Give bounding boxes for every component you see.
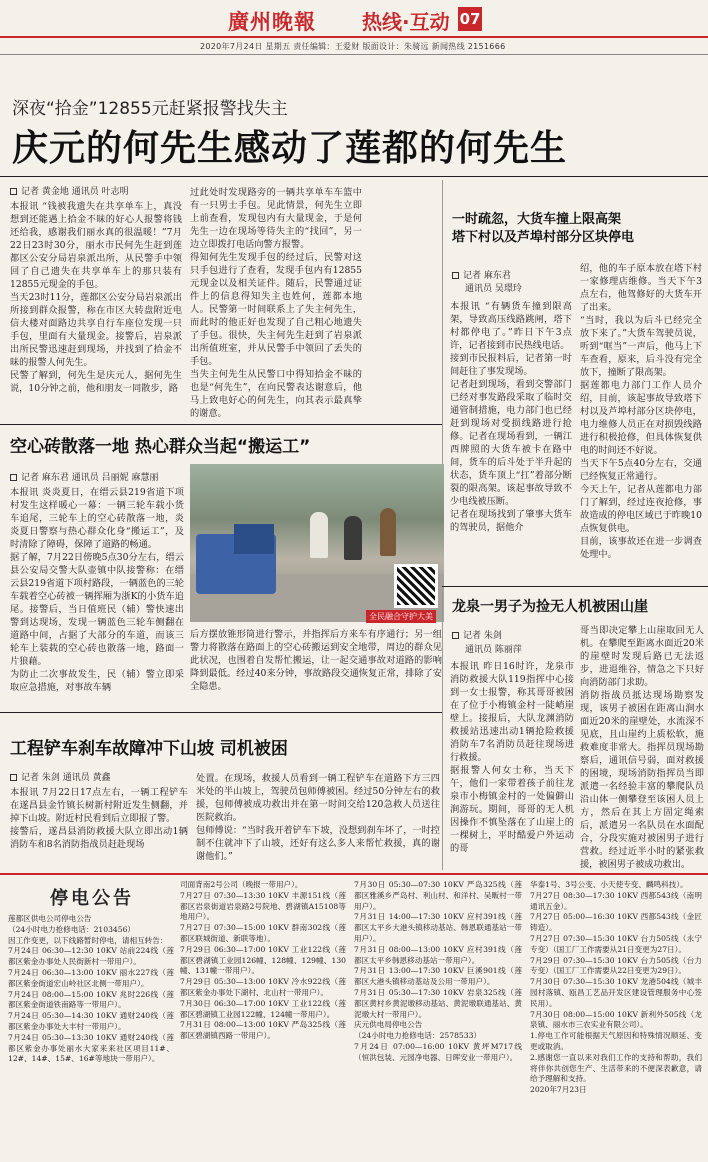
bricks-byline: [10, 470, 186, 483]
drone-byline-2: 通讯员 陈丽萍: [465, 645, 522, 655]
notice-col1: 莲都区供电公司停电公告 （24小时电力抢修电话：2103456） 因工作变更，以下线路暂时停电，请相互转告： 7月24日 06:30—12:30 10KV 站前224线（莲都区紫金办事处人民街新村一带用户）。 7月24日 06:30—13:00 10KV 丽水227线（莲都区紫金街道宏山岭社区北侧一带用户）。 7月24日 08:00—15:00 10KV 兆时226线（莲都区紫金街道铁南路等一带用户）。 7月24日 05:30—14:30 10KV 通财240线（莲都区紫金办事处大丰村一带用户）。 7月24日 05:30—13:30 10KV 通财240线（莲都区紫金办事处丽水大家来来社区项目11#、12#、14#、15#、16#等地块一带用户）。: [8, 914, 174, 1064]
byline-square-icon: [452, 632, 459, 639]
paper-logo: 廣州晚報: [228, 9, 316, 34]
notice-title: 停电公告: [50, 888, 134, 909]
shovel-divider: [0, 712, 442, 713]
bricks-body-right: 后方摆放锥形筒进行警示，并指挥后方来车有序通行；另一组警力将散落在路面上的空心砖搬运到安全地带，周边的群众见此状况，也围着自发帮忙搬运，让一起交通事故对道路的影响降到最低。经过40来分钟，事故路段交通恢复正常，排除了安全隐患。: [190, 629, 442, 692]
truck-byline-text-1: 记者 麻东君: [463, 271, 511, 281]
drone-body-col1: 本报讯 昨日16时许，龙泉市消防救援大队119指挥中心接到一女士报警，称其哥哥被困在了位于小梅镇金村一陡峭崖壁上。接报后，大队龙渊消防救援站迅速出动1辆抢险救援消防车7名消防员赶往现场进行救援。 据报警人何女士称，当天下午，他们一家带着孩子前往龙泉市小梅镇金村的一处偏僻山涧游玩。期间，哥哥的无人机因操作不慎坠落在了山崖上的一棵树上，平时酷爱户外运动的哥: [450, 661, 574, 854]
byline-square-icon: [10, 774, 17, 781]
accident-photo: [190, 464, 444, 622]
truck-body-col1: 本报讯 “有辆货车撞到限高架，导致高压线路跳闸，塔下村都停电了。”昨日下午3点许，记者接到市民热线电话。 接到市民报料后，记者第一时间赶往了事发现场。 记者赶到现场，看到交警部门已经对事发路段采取了临时交通管制措施，电力部门也已经赶到现场对受损线路进行抢修。记者在现场看到，一辆江西牌照的大货车被卡在路中间，货车的后斗处于半升起的状态，货车顶上“扛”着部分断裂的限高架。该起事故导致不少电线被压断。 记者在现场找到了肇事大货车的驾驶员，据他介: [450, 301, 572, 533]
lead-subtitle: 深夜“拾金”12855元赶紧报警找失主: [12, 99, 288, 119]
shovel-headline: 工程铲车刹车故障冲下山坡 司机被困: [10, 739, 288, 759]
lead-headline: 庆元的何先生感动了莲都的何先生: [12, 128, 568, 169]
photo-caption: 全民融合守护大美: [366, 610, 436, 623]
qr-code-icon: [394, 564, 438, 608]
shovel-body-col2: 处置。在现场，救援人员看到一辆工程铲车在道路下方三四米处的半山坡上，驾驶员包师傅被困。经过50分钟左右的救援，包师傅被成功救出并在第一时间交给120急救人员送往医院救治。 包师傅说：“当时我开着铲车下坡，没想到刹车坏了，一时控制不住就冲下了山坡，还好有这么多人来帮忙救援，真的谢谢他们。”: [196, 773, 440, 862]
lead-body-col2: 过此处时发现路旁的一辆共享单车车篮中有一只男士手包。见此情景，何先生立即上前查看，发现包内有大量现金，于是何先生一边在现场等待失主的“找回”，另一边立即拨打电话向警方报警。 得知何先生发现手包的经过后，民警对这只手包进行了查看，发现手包内有12855元现金以及相关证件。随后，民警通过证件上的信息得知失主也姓何，莲都本地人。民警第一时间联系上了失主何先生，而此时的他正好也发现了自己粗心地遗失了手包。很快，失主何先生赶到了岩泉派出所值班室，并从民警手中领回了丢失的手包。 当失主何先生从民警口中得知拾金不昧的也是“何先生”，在向民警表达谢意后，他马上致电好心的何先生，向其表示最真挚的谢意。: [190, 187, 362, 419]
column-divider: [442, 590, 443, 870]
masthead-divider: [0, 54, 708, 55]
drone-byline-text-1: 记者 朱剑: [463, 631, 502, 641]
bricks-body: 本报讯 炎炎夏日，在缙云县219省道下项村发生这样暖心一幕：一辆三轮车载小货车追尾，三轮车上的空心砖散落一地，炎炎夏日警察与热心群众化身“搬运工”，及时清除了障碍，保障了道路的畅通。 据了解，7月22日傍晚5点30分左右，缙云县公安局交警大队壶镇中队接警称：在缙云县219省道下项村路段，一辆蓝色的三轮车载着空心砖被一辆挥厢为浙K的小货车追尾。接警后，当日值班民（辅）警快速出警到达现场，发现一辆蓝色三轮车侧翻在道路中间，占据了大部分的车道，而该三轮车上装载的空心砖也散落一地，路面一片狼藉。 为防止二次事故发生，民（辅）警立即采取应急措施，对事故车辆: [10, 487, 184, 693]
truck-headline-2: 塔下村以及芦埠村部分区块停电: [452, 230, 635, 245]
bricks-divider: [0, 424, 442, 425]
lead-body-col1: 本报讯 “钱被我遗失在共享单车上，真没想到还能遇上拾金不昧的好心人报警将钱还给我，感谢我们丽水真的很温暖！”7月22日23时30分，丽水市民何先生赶到莲都区公安分局岩泉派出所，从民警手中领回了自己遗失在共享单车上的那只装有12855元现金的手包。 当天23时11分，莲都区公安分局岩泉派出所接到群众报警，称在市区大转盘附近电信大楼对面路边共享自行车座位发现一只手包，里面有大量现金。接警后，岩泉派出所民警迅速赶到现场，并找到了拾金不昧的报警人何先生。 民警了解到，何先生是庆元人，据何先生说，10分钟之前，他和朋友一同散步，路: [10, 201, 182, 394]
byline-square-icon: [452, 272, 459, 279]
byline-square-icon: [10, 474, 17, 481]
shovel-byline: [10, 770, 190, 783]
bricks-byline-text: 记者 麻东君 通讯员 吕丽妮 麻慧丽: [21, 473, 159, 483]
page-number: 07: [458, 7, 482, 31]
drone-headline: 龙泉一男子为捡无人机被困山崖: [452, 599, 648, 615]
lead-divider: [0, 176, 708, 177]
shovel-body-col1: 本报讯 7月22日17点左右，一辆工程铲车在遂昌县金竹镇长树新村附近发生侧翻，并掉下山坡。附近村民看到后立即报了警。 接警后，遂昌县消防救援大队立即出动1辆消防车和8名消防指战员赶赴现场: [10, 787, 188, 850]
bricks-headline: 空心砖散落一地 热心群众当起“搬运工”: [10, 437, 311, 457]
person-figure: [344, 516, 362, 560]
tricycle-cab-shape: [234, 524, 274, 554]
person-figure: [380, 508, 396, 556]
truck-headline-1: 一时疏忽，大货车撞上限高架: [452, 212, 622, 227]
notice-col2: 司面背南2号公司（晚报一带用户）。 7月27日 07:30—13:30 10KV 丰源151线（莲都区岩泉街道岩泉路2号院地、碧湖镇A15108等地用户）。 7月27日 07:30—15:00 10KV 群南302线（莲都区联城街道、新联等地）。 7月29日 06:30—17:00 10KV 工业122线（莲都区碧湖镇工业园126幢、128幢、129幢、130幢、131幢一带用户）。 7月29日 05:30—13:00 10KV 冷水922线（莲都区紫金办事处下湖村、北山村一带用户）。 7月30日 06:30—17:00 10KV 工业122线（莲都区碧湖镇工业园122幢、124幢一带用户）。 7月31日 08:00—13:00 10KV 严岛325线（莲都区碧湖镇西路一带用户）。: [180, 880, 346, 1041]
truck-byline-1: [452, 268, 562, 281]
drone-body-col2: 哥当即决定攀上山崖取回无人机。在攀爬至距离水面近20米的崖壁时发现后路已无法返步，进退维谷，情急之下只好向消防部门求助。 消防指战员抵达现场勘察发现，该男子被困在距离山涧水面近20米的崖壁处，水流深不见底，且山崖约上质松软，施救难度非常大。指挥员现场勘察后，通讯信号弱，面对救援的困境，现场消防指挥员当即派遣一名经验丰富的攀爬队员沿山体一侧攀登至该困人员上方，然后在其上方固定绳索后，派遣另一名队员在水面配合，分段实施对被困男子进行营救。经过近半小时的紧张救援，被困男子被成功救出。: [580, 625, 704, 870]
drone-byline-1: [452, 628, 562, 641]
truck-byline-2: 通讯员 吴璟玲: [465, 284, 522, 294]
notice-col4: 华泰1号、3号公变、小天使专变、麟鸣科技）。 7月27日 08:30—17:30 10KV 西都543线（南明通讯五金）。 7月27日 05:00—16:30 10KV 西都543线（金匠铸造）。 7月27日 07:30—15:30 10KV 台力505线（永宁专变）（国工厂工作需要从21日变更为27日）。 7月29日 07:30—15:30 10KV 台力505线（台力专变）（国工厂工作需要从22日变更为29日）。 7月30日 07:30—15:30 10KV 龙港504线（城丰园村落镇、瓯昌工艺品开发区建设管理服务中心签民用）。 7月30日 08:00—15:00 10KV 新利外505线（龙泉镇、丽水市三农实业有限公司）。 1.停电工作可能根据天气原因和特殊情况顺延、变更或取消。 2.感谢您一直以来对我们工作的支持和帮助，我们将伴你共创您生产、生活带来的不便深表歉意，请给予理解和支持。 2020年7月23日: [530, 880, 702, 1095]
notice-col3: 7月30日 05:30—07:30 10KV 严岛325线（莲都区雅溪乡严岛村、利山村、和洋村、吴畈村一带用户）。 7月31日 14:00—17:30 10KV 应村391线（莲都区太平乡大港头镇移动基站、韩恩联通基站一带用户）。 7月31日 08:00—13:00 10KV 应村391线（莲都区太平乡韩恩移动基站一带用户）。 7月31日 13:00—17:30 10KV 巨溪901线（莲都区大港头镇移动基站及公用一带用户）。 7月31日 05:30—17:30 10KV 岩泉325线（莲都区黄村乡黄泥墩移动基站、黄泥墩联通基站、黄泥墩大村一带用户）。 庆元供电局停电公告 （24小时电力抢修电话：2578533） 7月24日 07:00—16:00 10KV 黄坪M717线（恒洪包装、元园净电器、日晖安业一带用户）。: [354, 880, 522, 1062]
edition-info: 2020年7月24日 星期五 责任编辑：王爱财 版面设计：朱骑远 新闻热线 2151666: [200, 42, 506, 51]
shovel-byline-text: 记者 朱剑 通讯员 黄鑫: [21, 773, 111, 783]
masthead: [0, 0, 708, 38]
byline-square-icon: [10, 188, 17, 195]
lead-byline-text: 记者 黄金地 通讯员 叶志明: [21, 187, 129, 197]
section-title: 热线·互动: [362, 10, 450, 34]
truck-body-col2: 绍，他的车子原本放在塔下村一家修理店维修。当天下午3点左右，他驾修好的大货车开了出来。 “当时，我以为后斗已经完全放下来了。”大货车驾驶员说，听到“哐当”一声后，他马上下车查看，原来，后斗没有完全放下，撞断了限高架。 据莲都电力部门工作人员介绍，目前，该起事故导致塔下村以及芦埠村部分区块停电，电力维修人员正在对损毁线路进行积极抢修，但具体恢复供电的时间还不好说。 当天下午5点40分左右，交通已经恢复正常通行。 今天上午，记者从莲都电力部门了解到，经过连夜抢修，事故造成的停电区域已于昨晚10点恢复供电。 目前，该事故还在进一步调查处理中。: [580, 263, 702, 560]
lead-byline: [10, 184, 180, 197]
person-figure: [310, 512, 328, 558]
drone-divider: [442, 586, 708, 587]
